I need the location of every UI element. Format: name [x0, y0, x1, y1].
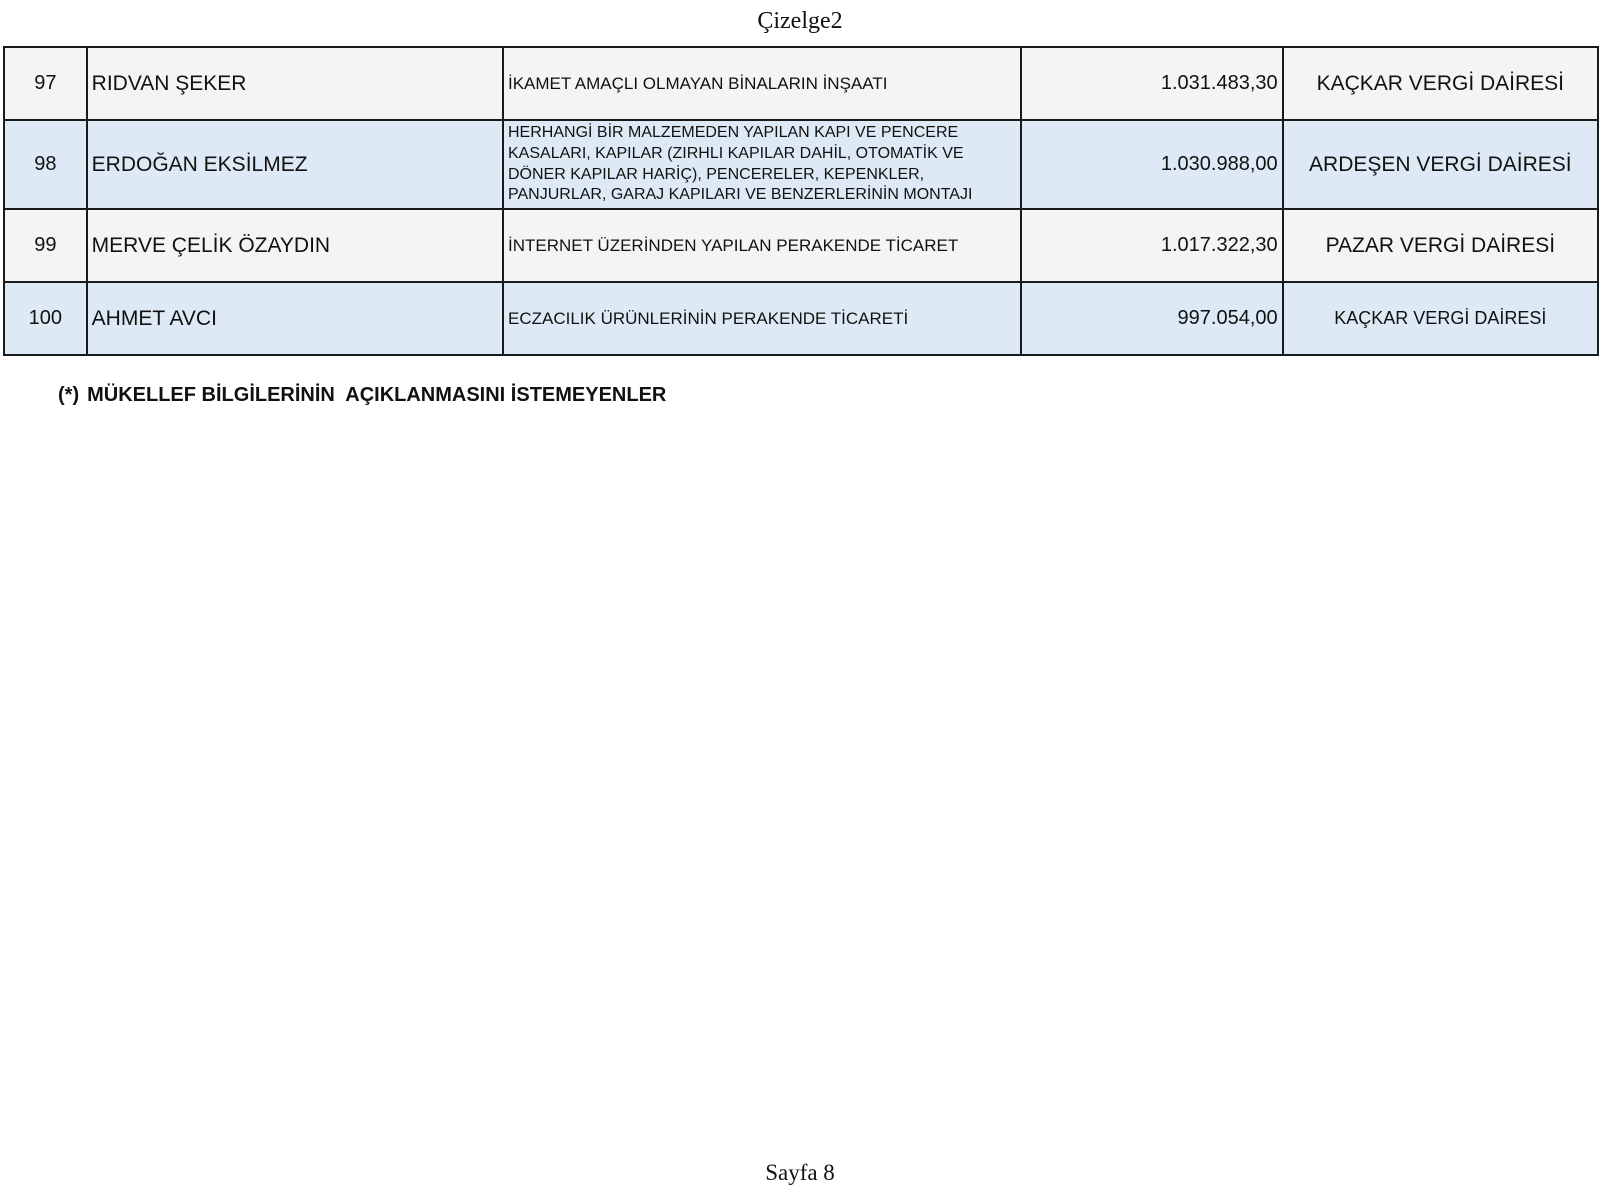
activity-description: İNTERNET ÜZERİNDEN YAPILAN PERAKENDE TİCARET [503, 209, 1021, 282]
page-number: Sayfa 8 [765, 1160, 835, 1185]
row-number: 98 [4, 120, 87, 209]
activity-description: İKAMET AMAÇLI OLMAYAN BİNALARIN İNŞAATI [503, 47, 1021, 120]
amount-value: 1.017.322,30 [1021, 209, 1282, 282]
row-number: 99 [4, 209, 87, 282]
taxpayer-name: AHMET AVCI [87, 282, 503, 355]
activity-description: ECZACILIK ÜRÜNLERİNİN PERAKENDE TİCARETİ [503, 282, 1021, 355]
taxpayer-name: ERDOĞAN EKSİLMEZ [87, 120, 503, 209]
taxpayer-name: MERVE ÇELİK ÖZAYDIN [87, 209, 503, 282]
tax-office: PAZAR VERGİ DAİRESİ [1283, 209, 1598, 282]
table-row [4, 47, 1598, 120]
activity-description: HERHANGİ BİR MALZEMEDEN YAPILAN KAPI VE PENCERE KASALARI, KAPILAR (ZIRHLI KAPILAR DAHİL, OTOMATİK VE DÖNER KAPILAR HARİÇ), PENCERELER, KEPENKLER, PANJURLAR, GARAJ KAPILARI VE BENZERLERİNİN MONTAJI [503, 120, 1021, 209]
table-row [4, 282, 1598, 355]
footnote [58, 384, 666, 407]
tax-office: KAÇKAR VERGİ DAİRESİ [1283, 47, 1598, 120]
tax-office: ARDEŞEN VERGİ DAİRESİ [1283, 120, 1598, 209]
row-number: 100 [4, 282, 87, 355]
table-row [4, 209, 1598, 282]
table-row [4, 120, 1598, 209]
amount-value: 997.054,00 [1021, 282, 1282, 355]
taxpayer-table [3, 46, 1599, 356]
taxpayer-name: RIDVAN ŞEKER [87, 47, 503, 120]
amount-value: 1.031.483,30 [1021, 47, 1282, 120]
row-number: 97 [4, 47, 87, 120]
footnote-text: MÜKELLEF BİLGİLERİNİN AÇIKLANMASINI İSTEMEYENLER [87, 384, 667, 406]
tax-office: KAÇKAR VERGİ DAİRESİ [1283, 282, 1598, 355]
amount-value: 1.030.988,00 [1021, 120, 1282, 209]
footnote-mark: (*) [58, 384, 80, 406]
page-header-title: Çizelge2 [757, 8, 843, 34]
